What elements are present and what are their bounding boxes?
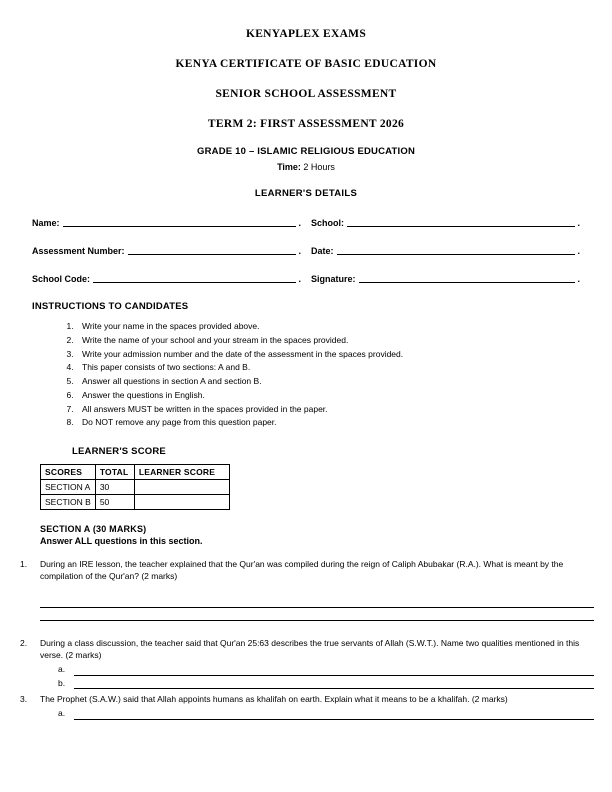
question-number: 2. xyxy=(20,637,28,648)
school-code-input[interactable] xyxy=(93,273,296,283)
school-period: . xyxy=(577,218,580,228)
answer-line[interactable] xyxy=(40,608,594,621)
answer-line[interactable] xyxy=(74,708,594,720)
field-school-code xyxy=(32,273,301,284)
question-text: The Prophet (S.A.W.) said that Allah appoints humans as khalifah on earth. Explain what it means to be a khalifah. (2 marks) xyxy=(40,694,508,704)
sub-answer-letter: b. xyxy=(58,677,66,688)
grade-subject-line: GRADE 10 – ISLAMIC RELIGIOUS EDUCATION xyxy=(196,146,416,157)
question-2 xyxy=(10,637,602,689)
question-3-sub-answers xyxy=(40,707,602,719)
column-header-learner-score: LEARNER SCORE xyxy=(134,465,229,480)
name-period: . xyxy=(298,218,301,228)
question-text: During an IRE lesson, the teacher explained that the Qur'an was compiled during the reign of Caliph Abubakar (R.A.). What is meant by the compilation of the Qur'an? (2 marks) xyxy=(40,559,564,582)
question-2-sub-answers xyxy=(40,663,602,689)
table-header-row xyxy=(41,465,230,480)
name-label: Name: xyxy=(32,218,60,228)
sub-answer-letter: a. xyxy=(58,664,66,675)
assessment-number-input[interactable] xyxy=(128,245,297,255)
school-label: School: xyxy=(311,218,344,228)
question-number: 3. xyxy=(20,694,28,704)
field-row-assessment-date xyxy=(32,245,580,256)
cell-section-label: SECTION A xyxy=(41,480,96,495)
document-header xyxy=(10,28,602,199)
question-3 xyxy=(10,693,602,720)
assessment-number-period: . xyxy=(298,246,301,256)
signature-period: . xyxy=(577,274,580,284)
cell-section-label: SECTION B xyxy=(41,495,96,510)
answer-line[interactable] xyxy=(74,664,594,676)
name-input[interactable] xyxy=(63,217,297,227)
section-a-subtitle: Answer ALL questions in this section. xyxy=(40,536,203,547)
certificate-title: KENYA CERTIFICATE OF BASIC EDUCATION xyxy=(175,58,437,70)
school-input[interactable] xyxy=(347,217,575,227)
section-a-questions xyxy=(10,558,602,720)
learner-details-heading: LEARNER'S DETAILS xyxy=(254,188,358,199)
sub-answer-item xyxy=(40,663,602,675)
list-item: 8. Do NOT remove any page from this question paper. xyxy=(76,416,602,430)
column-header-total: TOTAL xyxy=(95,465,134,480)
question-number: 1. xyxy=(20,559,28,570)
learner-score-heading: LEARNER'S SCORE xyxy=(72,446,166,458)
list-item: 4. This paper consists of two sections: A and B. xyxy=(76,361,602,375)
column-header-scores: SCORES xyxy=(41,465,96,480)
field-date xyxy=(311,245,580,256)
field-assessment-number xyxy=(32,245,301,256)
table-row xyxy=(41,495,230,510)
cell-total: 50 xyxy=(95,495,134,510)
question-text: During a class discussion, the teacher said that Qur'an 25:63 describes the true servants of Allah (S.W.T.). Name two qualities mentioned in this verse. (2 marks) xyxy=(40,637,580,661)
field-row-schoolcode-signature xyxy=(32,273,580,284)
list-item: 1. Write your name in the spaces provided above. xyxy=(76,320,602,334)
time-label: Time: xyxy=(277,162,301,172)
assessment-level-title: SENIOR SCHOOL ASSESSMENT xyxy=(215,88,397,100)
term-title: TERM 2: FIRST ASSESSMENT 2026 xyxy=(207,118,405,130)
table-row xyxy=(41,480,230,495)
time-value: 2 Hours xyxy=(303,162,335,172)
list-item: 6. Answer the questions in English. xyxy=(76,389,602,403)
signature-label: Signature: xyxy=(311,274,356,284)
cell-learner-score[interactable] xyxy=(134,495,229,510)
list-item: 3. Write your admission number and the date of the assessment in the spaces provided. xyxy=(76,348,602,362)
answer-line[interactable] xyxy=(40,595,594,608)
assessment-number-label: Assessment Number: xyxy=(32,246,125,256)
field-signature xyxy=(311,273,580,284)
section-a-block xyxy=(40,524,602,546)
list-item: 2. Write the name of your school and your stream in the spaces provided. xyxy=(76,334,602,348)
cell-learner-score[interactable] xyxy=(134,480,229,495)
field-name xyxy=(32,217,301,228)
instructions-heading: INSTRUCTIONS TO CANDIDATES xyxy=(32,301,189,312)
answer-line[interactable] xyxy=(74,677,594,689)
date-label: Date: xyxy=(311,246,334,256)
date-input[interactable] xyxy=(337,245,576,255)
field-school xyxy=(311,217,580,228)
sub-answer-item xyxy=(40,677,602,689)
learner-details-fields xyxy=(10,217,602,284)
exam-body-title: KENYAPLEX EXAMS xyxy=(245,28,367,40)
instructions-list xyxy=(58,320,602,430)
signature-input[interactable] xyxy=(359,273,576,283)
list-item: 5. Answer all questions in section A and section B. xyxy=(76,375,602,389)
school-code-period: . xyxy=(298,274,301,284)
sub-answer-letter: a. xyxy=(58,708,66,719)
date-period: . xyxy=(577,246,580,256)
school-code-label: School Code: xyxy=(32,274,90,284)
time-line xyxy=(10,162,602,172)
learner-score-table xyxy=(40,464,230,510)
list-item: 7. All answers MUST be written in the spaces provided in the paper. xyxy=(76,403,602,417)
question-1 xyxy=(10,558,602,583)
field-row-name-school xyxy=(32,217,580,228)
section-a-title: SECTION A (30 MARKS) xyxy=(40,524,147,535)
cell-total: 30 xyxy=(95,480,134,495)
sub-answer-item xyxy=(40,707,602,719)
